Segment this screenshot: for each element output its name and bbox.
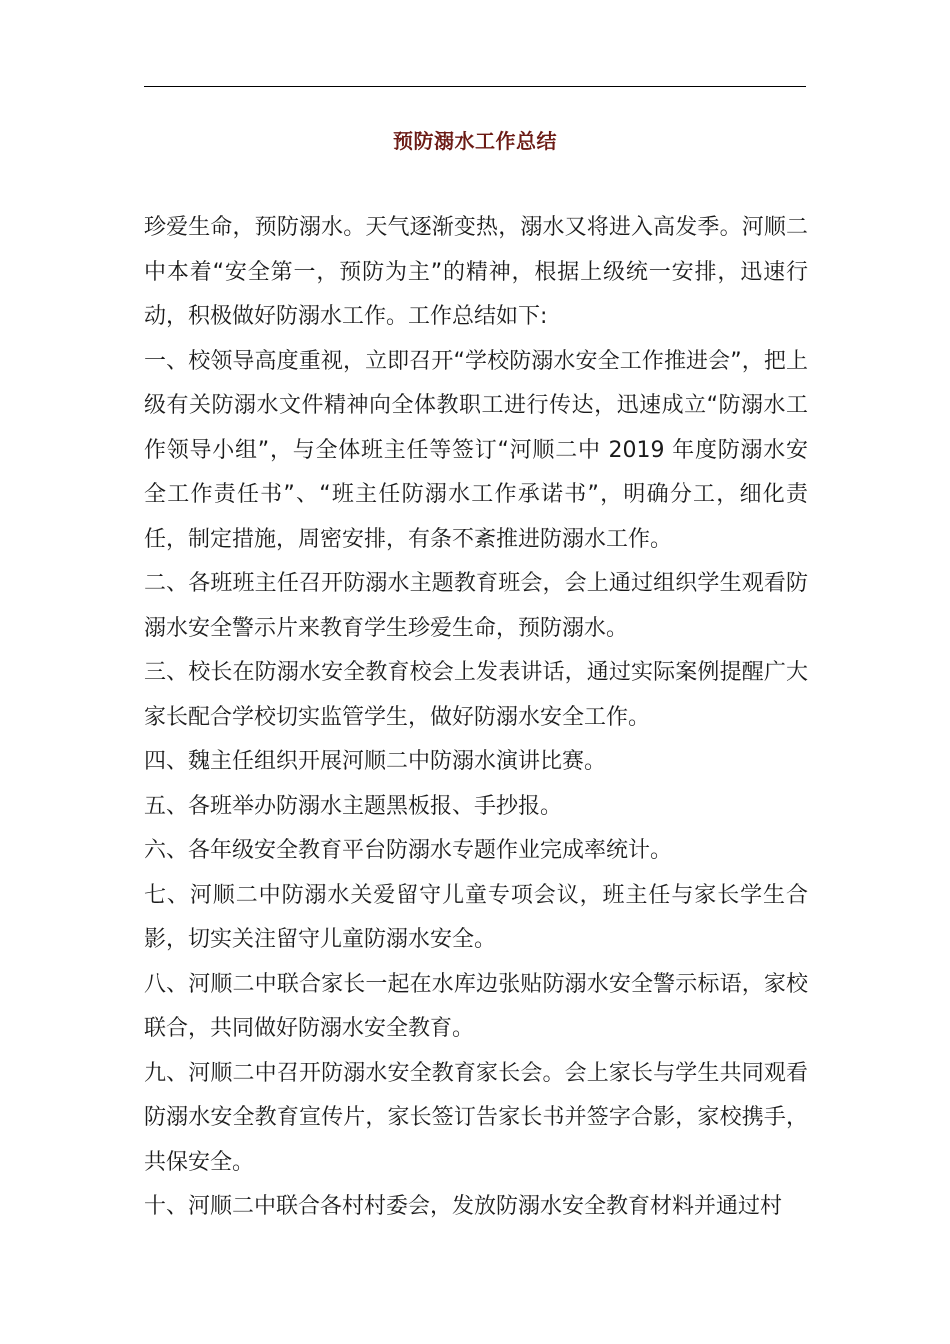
item-paragraph-7: 七、河顺二中防溺水关爱留守儿童专项会议，班主任与家长学生合影，切实关注留守儿童防溺水安全。 [144,882,808,952]
item-paragraph-8: 八、河顺二中联合家长一起在水库边张贴防溺水安全警示标语，家校联合，共同做好防溺水安全教育。 [144,971,808,1041]
item-paragraph-10: 十、河顺二中联合各村村委会，发放防溺水安全教育材料并通过村 [144,1194,783,1219]
item-paragraph-2: 二、各班班主任召开防溺水主题教育班会，会上通过组织学生观看防溺水安全警示片来教育学生珍爱生命，预防溺水。 [144,571,808,641]
item-paragraph-6: 六、各年级安全教育平台防溺水专题作业完成率统计。 [144,838,673,863]
item-paragraph-1: 一、校领导高度重视，立即召开“学校防溺水安全工作推进会”，把上级有关防溺水文件精神向全体教职工进行传达，迅速成立“防溺水工作领导小组”，与全体班主任等签订“河顺二中 2019 年度防溺水安全工作责任书”、“班主任防溺水工作承诺书”，明确分工，细化责任，制定措施，周密安排，有条不紊推进防溺水工作。 [144,348,808,552]
header-rule [144,86,806,87]
item-paragraph-4: 四、魏主任组织开展河顺二中防溺水演讲比赛。 [144,749,607,774]
item-paragraph-3: 三、校长在防溺水安全教育校会上发表讲话，通过实际案例提醒广大家长配合学校切实监管学生，做好防溺水安全工作。 [144,660,808,730]
item-paragraph-5: 五、各班举办防溺水主题黑板报、手抄报。 [144,793,563,819]
document-body [144,206,808,1230]
intro-paragraph: 珍爱生命，预防溺水。天气逐渐变热，溺水又将进入高发季。河顺二中本着“安全第一，预防为主”的精神，根据上级统一安排，迅速行动，积极做好防溺水工作。工作总结如下: [144,215,808,329]
item-paragraph-9: 九、河顺二中召开防溺水安全教育家长会。会上家长与学生共同观看防溺水安全教育宣传片，家长签订告家长书并签字合影，家校携手，共保安全。 [144,1060,808,1175]
document-title: 预防溺水工作总结 [393,129,557,153]
